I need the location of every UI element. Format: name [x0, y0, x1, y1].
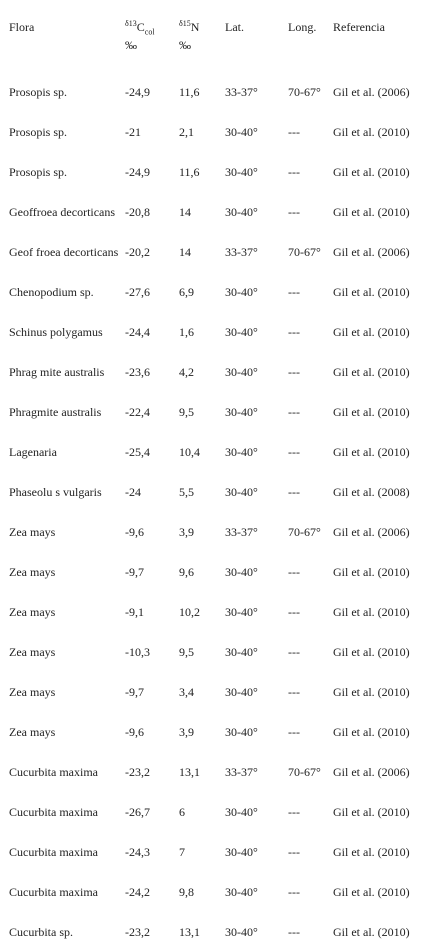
isotope-table: [6, 6, 426, 952]
table-row: [6, 752, 426, 792]
table-row: [6, 632, 426, 672]
cell-long: ---: [288, 925, 300, 939]
cell-d13c: -24: [125, 485, 141, 499]
cell-d13c: -9,1: [125, 605, 144, 619]
cell-flora: Cucurbita maxima: [9, 844, 98, 859]
cell-long: ---: [288, 805, 300, 819]
cell-lat: 30-40°: [225, 325, 258, 339]
table-row: [6, 472, 426, 512]
cell-d15n: 4,2: [179, 365, 194, 379]
cell-ref: Gil et al. (2010): [333, 405, 410, 419]
cell-ref: Gil et al. (2006): [333, 525, 410, 539]
cell-d15n: 9,6: [179, 565, 194, 579]
cell-d13c: -24,3: [125, 845, 150, 859]
cell-flora: Zea mays: [9, 644, 56, 659]
cell-flora: Zea mays: [9, 604, 56, 619]
cell-long: ---: [288, 325, 300, 339]
table-row: [6, 832, 426, 872]
cell-lat: 30-40°: [225, 205, 258, 219]
cell-d13c: -24,2: [125, 885, 150, 899]
cell-long: ---: [288, 445, 300, 459]
header-d15n-unit: ‰: [179, 38, 191, 52]
header-row: [6, 6, 426, 72]
cell-ref: Gil et al. (2008): [333, 485, 410, 499]
cell-ref: Gil et al. (2010): [333, 565, 410, 579]
header-d15n: [176, 6, 222, 72]
cell-ref: Gil et al. (2010): [333, 285, 410, 299]
cell-d15n: 2,1: [179, 125, 194, 139]
cell-lat: 30-40°: [225, 285, 258, 299]
table-row: [6, 232, 426, 272]
cell-ref: Gil et al. (2010): [333, 125, 410, 139]
cell-ref: Gil et al. (2006): [333, 765, 410, 779]
cell-d13c: -22,4: [125, 405, 150, 419]
cell-lat: 30-40°: [225, 125, 258, 139]
cell-d15n: 10,4: [179, 445, 200, 459]
cell-ref: Gil et al. (2010): [333, 685, 410, 699]
cell-d15n: 9,8: [179, 885, 194, 899]
cell-lat: 30-40°: [225, 805, 258, 819]
header-flora: Flora: [9, 20, 35, 34]
header-d15n-main: N: [190, 20, 200, 34]
cell-flora: Chenopodium sp.: [9, 284, 94, 299]
table-row: [6, 72, 426, 112]
cell-d15n: 9,5: [179, 405, 194, 419]
cell-flora: Prosopis sp.: [9, 124, 68, 139]
cell-d15n: 10,2: [179, 605, 200, 619]
cell-d13c: -24,9: [125, 85, 150, 99]
table-row: [6, 872, 426, 912]
cell-d13c: -20,2: [125, 245, 150, 259]
cell-d13c: -23,2: [125, 925, 150, 939]
table-row: [6, 192, 426, 232]
cell-d15n: 13,1: [179, 925, 200, 939]
table-row: [6, 112, 426, 152]
cell-lat: 33-37°: [225, 525, 258, 539]
cell-lat: 30-40°: [225, 725, 258, 739]
cell-flora: Zea mays: [9, 724, 56, 739]
cell-lat: 30-40°: [225, 165, 258, 179]
cell-flora: Cucurbita maxima: [9, 884, 98, 899]
cell-d15n: 5,5: [179, 485, 194, 499]
cell-long: ---: [288, 165, 300, 179]
header-ref: Referencia: [333, 20, 385, 34]
cell-d15n: 9,5: [179, 645, 194, 659]
table-row: [6, 392, 426, 432]
cell-long: ---: [288, 365, 300, 379]
cell-d13c: -27,6: [125, 285, 150, 299]
cell-d13c: -21: [125, 125, 141, 139]
cell-flora: Cucurbita maxima: [9, 804, 98, 819]
cell-d13c: -24,4: [125, 325, 150, 339]
cell-long: 70-67°: [288, 85, 321, 99]
cell-d15n: 11,6: [179, 165, 200, 179]
cell-flora: Geof froea decorticans: [9, 244, 119, 259]
cell-long: ---: [288, 845, 300, 859]
cell-flora: Lagenaria: [9, 444, 57, 459]
cell-d15n: 14: [179, 245, 191, 259]
cell-long: ---: [288, 405, 300, 419]
cell-d13c: -9,7: [125, 685, 144, 699]
header-d13c-sub: col: [144, 27, 155, 37]
cell-flora: Zea mays: [9, 564, 56, 579]
header-d15n-sup: 15: [182, 19, 191, 28]
cell-d13c: -26,7: [125, 805, 150, 819]
cell-lat: 30-40°: [225, 845, 258, 859]
table-row: [6, 352, 426, 392]
cell-d13c: -10,3: [125, 645, 150, 659]
header-d13c-sup: 13: [128, 19, 137, 28]
header-long: Long.: [288, 20, 317, 34]
cell-lat: 30-40°: [225, 565, 258, 579]
cell-ref: Gil et al. (2010): [333, 805, 410, 819]
cell-long: ---: [288, 565, 300, 579]
cell-d13c: -20,8: [125, 205, 150, 219]
cell-long: ---: [288, 205, 300, 219]
cell-ref: Gil et al. (2010): [333, 445, 410, 459]
table-row: [6, 552, 426, 592]
cell-d13c: -9,6: [125, 525, 144, 539]
table-row: [6, 512, 426, 552]
cell-d15n: 13,1: [179, 765, 200, 779]
table-row: [6, 792, 426, 832]
cell-flora: Schinus polygamus: [9, 324, 103, 339]
cell-ref: Gil et al. (2010): [333, 205, 410, 219]
cell-d13c: -25,4: [125, 445, 150, 459]
cell-d15n: 3,9: [179, 725, 194, 739]
cell-ref: Gil et al. (2010): [333, 725, 410, 739]
table-row: [6, 912, 426, 952]
cell-long: ---: [288, 605, 300, 619]
cell-lat: 33-37°: [225, 765, 258, 779]
cell-lat: 30-40°: [225, 485, 258, 499]
cell-d13c: -9,7: [125, 565, 144, 579]
table-row: [6, 592, 426, 632]
cell-d15n: 7: [179, 845, 185, 859]
cell-ref: Gil et al. (2010): [333, 645, 410, 659]
cell-d13c: -24,9: [125, 165, 150, 179]
cell-d13c: -23,6: [125, 365, 150, 379]
table-row: [6, 312, 426, 352]
cell-lat: 30-40°: [225, 645, 258, 659]
table-row: [6, 712, 426, 752]
table-body: [6, 72, 426, 952]
cell-long: ---: [288, 685, 300, 699]
cell-lat: 30-40°: [225, 885, 258, 899]
cell-ref: Gil et al. (2006): [333, 85, 410, 99]
cell-lat: 30-40°: [225, 405, 258, 419]
cell-lat: 30-40°: [225, 605, 258, 619]
cell-d15n: 14: [179, 205, 191, 219]
cell-flora: Phaseolu s vulgaris: [9, 484, 102, 499]
cell-flora: Phragmite australis: [9, 404, 102, 419]
cell-long: 70-67°: [288, 245, 321, 259]
header-d15n-delta: δ: [179, 19, 183, 28]
cell-long: ---: [288, 725, 300, 739]
cell-long: ---: [288, 285, 300, 299]
table-row: [6, 272, 426, 312]
cell-d15n: 11,6: [179, 85, 200, 99]
cell-d15n: 3,4: [179, 685, 194, 699]
cell-lat: 30-40°: [225, 685, 258, 699]
cell-flora: Zea mays: [9, 684, 56, 699]
cell-lat: 30-40°: [225, 365, 258, 379]
cell-flora: Cucurbita maxima: [9, 764, 98, 779]
cell-flora: Phrag mite australis: [9, 364, 105, 379]
cell-long: 70-67°: [288, 765, 321, 779]
cell-ref: Gil et al. (2010): [333, 885, 410, 899]
cell-d15n: 6: [179, 805, 185, 819]
cell-long: 70-67°: [288, 525, 321, 539]
table-row: [6, 672, 426, 712]
cell-ref: Gil et al. (2010): [333, 165, 410, 179]
cell-d13c: -9,6: [125, 725, 144, 739]
header-d13c-unit: ‰: [125, 38, 137, 52]
cell-ref: Gil et al. (2010): [333, 325, 410, 339]
cell-lat: 33-37°: [225, 85, 258, 99]
cell-ref: Gil et al. (2010): [333, 605, 410, 619]
cell-d15n: 3,9: [179, 525, 194, 539]
header-d13c: [122, 6, 176, 72]
cell-flora: Prosopis sp.: [9, 164, 68, 179]
cell-ref: Gil et al. (2010): [333, 845, 410, 859]
header-lat: Lat.: [225, 20, 244, 34]
cell-lat: 33-37°: [225, 245, 258, 259]
table-row: [6, 152, 426, 192]
cell-ref: Gil et al. (2006): [333, 245, 410, 259]
cell-flora: Prosopis sp.: [9, 84, 68, 99]
table-row: [6, 432, 426, 472]
cell-ref: Gil et al. (2010): [333, 365, 410, 379]
cell-flora: Geoffroea decorticans: [9, 204, 116, 219]
cell-long: ---: [288, 485, 300, 499]
header-d13c-main: C: [136, 20, 145, 34]
cell-ref: Gil et al. (2010): [333, 925, 410, 939]
cell-long: ---: [288, 885, 300, 899]
cell-long: ---: [288, 645, 300, 659]
cell-flora: Zea mays: [9, 524, 56, 539]
header-d13c-delta: δ: [125, 19, 129, 28]
cell-long: ---: [288, 125, 300, 139]
cell-lat: 30-40°: [225, 925, 258, 939]
cell-flora: Cucurbita sp.: [9, 924, 73, 939]
cell-lat: 30-40°: [225, 445, 258, 459]
cell-d15n: 1,6: [179, 325, 194, 339]
cell-d15n: 6,9: [179, 285, 194, 299]
cell-d13c: -23,2: [125, 765, 150, 779]
